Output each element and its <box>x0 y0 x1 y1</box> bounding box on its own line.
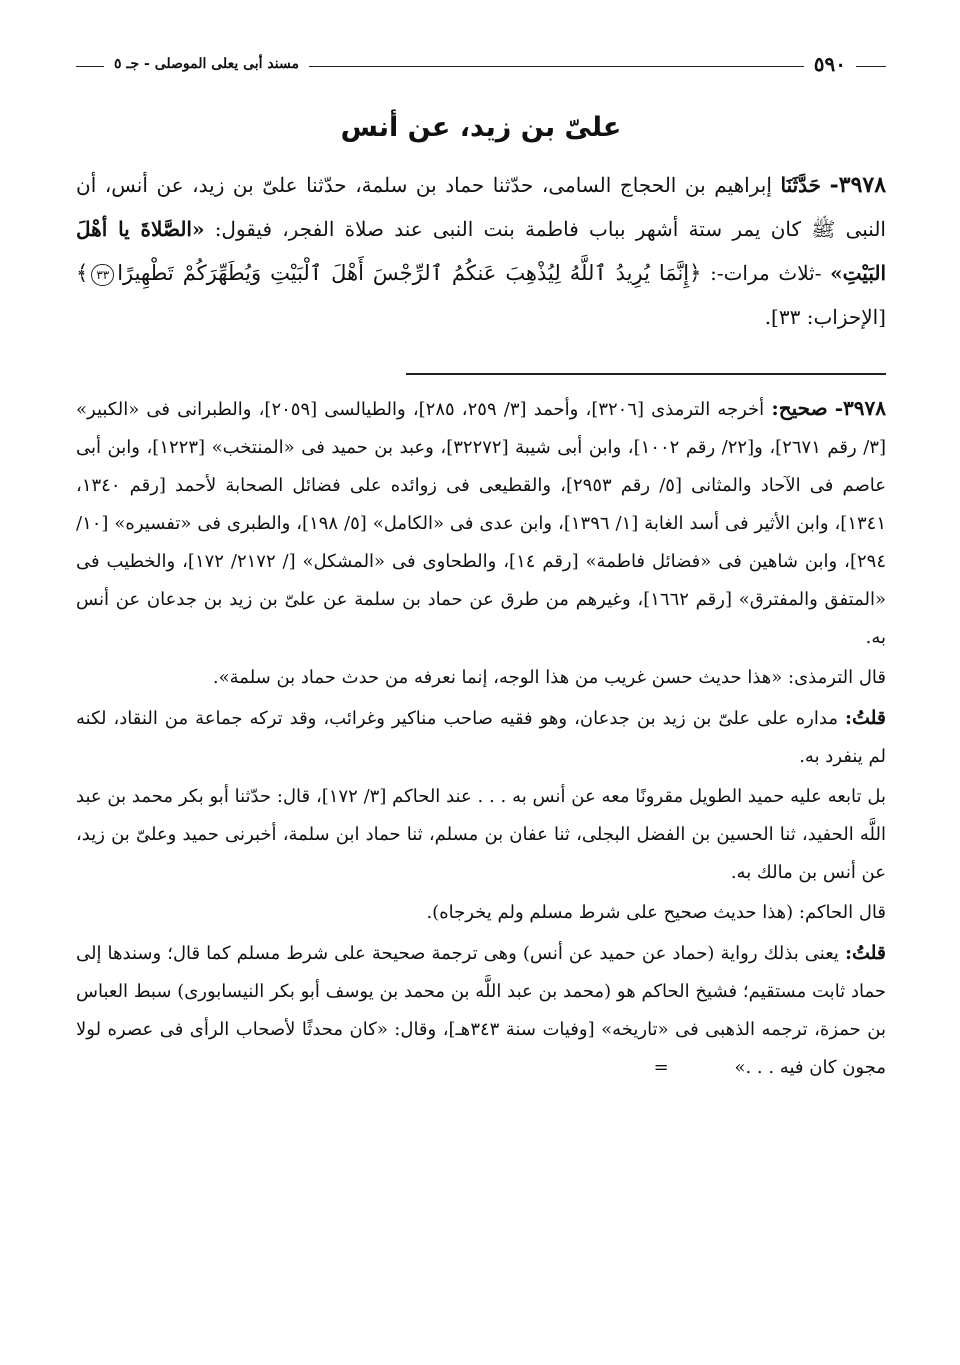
hadith-number: ٣٩٧٨- <box>829 172 887 198</box>
running-title: مسند أبى يعلى الموصلى - جـ ٥ <box>104 50 309 78</box>
hadith-repeat: -ثلاث مرات-: <box>710 261 822 285</box>
section-title: علىّ بن زيد، عن أنس <box>340 112 622 143</box>
qultu-text: يعنى بذلك رواية (حماد عن حميد عن أنس) وهى ترجمة صحيحة على شرط مسلم كما قال؛ وسندها إلى حماد ثابت مستقيم؛ فشيخ الحاكم هو (محمد بن عبد اللَّه بن محمد بن يوسف أبو بكر النيسابورى) سبط العباس بن حمزة، ترجمه الذهبى فى «تاريخه» [وفيات سنة ٣٤٣هـ]، وقال: «كان محدثًا لأصحاب الرأى فى عصره لولا مجون كان فيه . . .» <box>76 943 886 1078</box>
hadith-call: «الصَّلاةَ يا أهْلَ البَيْتِ» <box>76 217 887 285</box>
takhrij-notes <box>76 389 886 1087</box>
page-header <box>76 44 886 90</box>
qultu-text: مداره على علىّ بن زيد بن جدعان، وهو فقيه صاحب مناكير وغرائب، وقد تركه جماعة من النقاد، لكنه لم ينفرد به. <box>76 708 886 767</box>
mutaba-paragraph: بل تابعه عليه حميد الطويل مقرونًا معه عن أنس به . . . عند الحاكم [٣/ ١٧٢]، قال: حدّثنا أبو بكر محمد بن عبد اللَّه الحفيد، ثنا الحسين بن الفضل البجلى، ثنا عفان بن مسلم، ثنا حماد ابن سلمة، أخبرنى حميد وعلىّ بن زيد، عن أنس بن مالك به. <box>76 786 886 883</box>
hakim-paragraph: قال الحاكم: (هذا حديث صحيح على شرط مسلم ولم يخرجاه). <box>426 902 886 923</box>
takhrij-text: أخرجه الترمذى [٣٢٠٦]، وأحمد [٣/ ٢٥٩، ٢٨٥]، والطيالسى [٢٠٥٩]، والطبرانى فى «الكبير» [٣/ رقم ٢٦٧١]، و[٢٢/ رقم ١٠٠٢]، وابن أبى شيبة [٣٢٢٧٢]، وعبد بن حميد فى «المنتخب» [١٢٢٣]، وابن أبى عاصم فى الآحاد والمثانى [٥/ رقم ٢٩٥٣]، والقطيعى فى زوائده على فضائل الصحابة لأحمد [رقم ١٣٤٠، ١٣٤١]، وابن الأثير فى أسد الغابة [١/ ١٣٩٦]، وابن عدى فى «الكامل» [٥/ ١٩٨]، والطبرى فى «تفسيره» [١٠/ ٢٩٤]، وابن شاهين فى «فضائل فاطمة» [رقم ١٤]، والطحاوى فى «المشكل» [/ ٢١٧٢/ ١٧٢]، والخطيب فى «المتفق والمفترق» [رقم ١٦٦٢]، وغيرهم من طرق عن حماد بن سلمة عن علىّ بن زيد بن جدعان عن أنس به. <box>76 399 887 648</box>
quran-citation: [الإحزاب: ٣٣]. <box>764 305 886 329</box>
hadith-text <box>76 163 886 339</box>
qultu-label: قلتُ: <box>844 707 886 729</box>
hadith-body: إبراهيم بن الحجاج السامى، حدّثنا حماد بن سلمة، حدّثنا علىّ بن زيد، عن أنس، أن النبى ﷺ كان يمر ستة أشهر بباب فاطمة بنت النبى عند صلاة الفجر، فيقول: <box>76 173 886 241</box>
qultu-paragraph-2 <box>76 934 886 1087</box>
book-page <box>76 44 886 1334</box>
ayah-number-mark: ٣٣ <box>91 264 114 286</box>
qultu-label: قلتُ: <box>844 942 886 964</box>
qultu-paragraph-1 <box>76 699 886 776</box>
hadith-grade: صحيح: <box>771 396 828 420</box>
footnote-divider <box>406 373 886 375</box>
quran-close-bracket: ﴾ <box>76 261 89 285</box>
note-number: ٣٩٧٨- <box>834 396 886 420</box>
takhrij-paragraph <box>76 389 886 657</box>
continuation-mark: = <box>653 1057 669 1078</box>
tirmidhi-paragraph: قال الترمذى: «هذا حديث حسن غريب من هذا الوجه، إنما نعرفه من حدث حماد بن سلمة». <box>212 667 886 688</box>
quran-verse: ﴿إِنَّمَا يُرِيدُ ٱللَّهُ لِيُذْهِبَ عَنكُمُ ٱلرِّجْسَ أَهْلَ ٱلْبَيْتِ وَيُطَهِّرَكُمْ تَطْهِيرًا <box>117 261 702 285</box>
haddathana-word: حَدَّثَنَا <box>780 173 822 197</box>
page-number: ٥٩٠ <box>804 50 856 78</box>
